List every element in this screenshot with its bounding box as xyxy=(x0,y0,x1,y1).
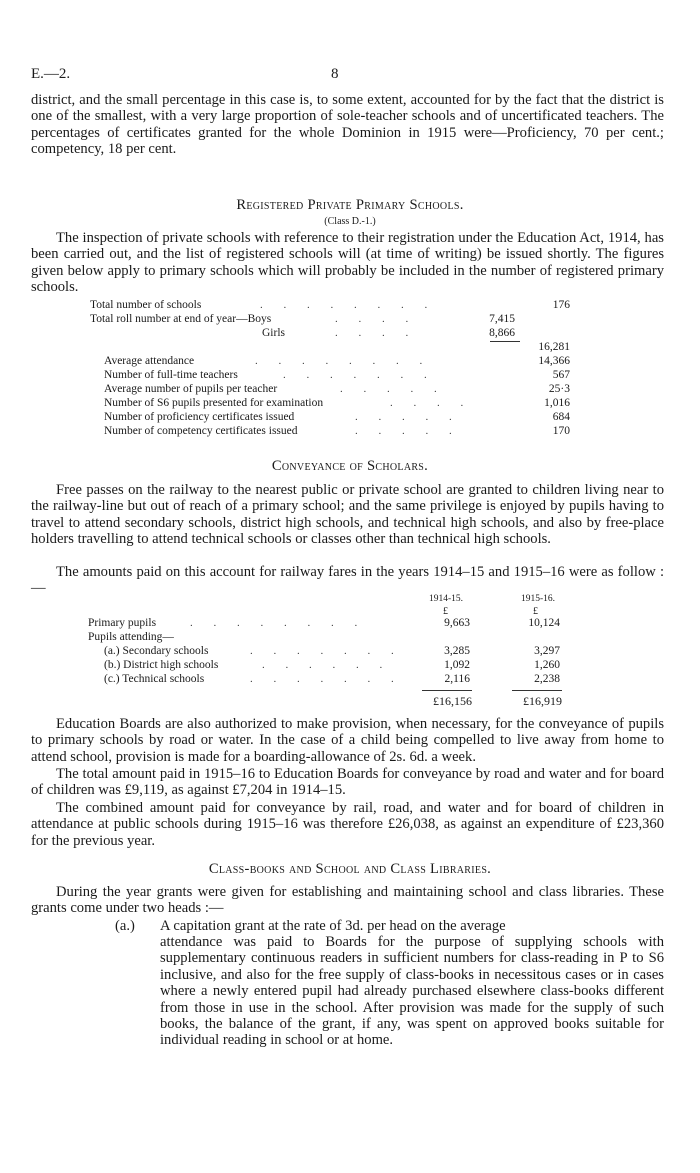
table-row-label: Pupils attending— xyxy=(88,631,174,643)
leader-dots: . . . . . . . . xyxy=(255,355,432,367)
libraries-paragraph: During the year grants were given for establishing and maintaining school and class libraries. These grants come under two heads :— xyxy=(31,884,664,917)
intro-paragraph: district, and the small percentage in this case is, to some extent, accounted for by the fact that the district is one of the smallest, with a very large proportion of sole-teacher schools and of uncertificated teachers. The percentages of certificates granted for the whole Dominion in 1915 were—Proficiency, 70 per cent.; competency, 18 per cent. xyxy=(31,92,664,158)
table-cell: 1,092 xyxy=(444,659,470,671)
leader-dots: . . . . . xyxy=(355,411,461,423)
stat-label: Number of S6 pupils presented for examination xyxy=(104,397,324,409)
table-cell: 10,124 xyxy=(528,617,560,629)
leader-dots: . . . . . . . xyxy=(283,369,436,381)
table-row-label: (b.) District high schools xyxy=(104,659,219,671)
table-cell: 3,297 xyxy=(534,645,560,657)
stat-label: Number of competency certificates issued xyxy=(104,425,298,437)
leader-dots: . . . . xyxy=(335,313,418,325)
table-row-label: (c.) Technical schools xyxy=(104,673,205,685)
leader-dots: . . . . . . . xyxy=(250,645,403,657)
conveyance-paragraph-4: The total amount paid in 1915–16 to Education Boards for conveyance by road and water and for board of children was £9,119, as against £7,204 in 1914–15. xyxy=(31,766,664,799)
stat-value: 684 xyxy=(552,411,570,423)
conveyance-paragraph-5: The combined amount paid for conveyance by rail, road, and water and for board of children in attendance at public schools during 1915–16 was therefore £26,038, as against an expenditure of £23,360 for the previous year. xyxy=(31,800,664,849)
leader-dots: . . . . . . . . xyxy=(190,617,367,629)
stat-value: 176 xyxy=(552,299,570,311)
stat-label: Number of full-time teachers xyxy=(104,369,238,381)
stat-label: Average attendance xyxy=(104,355,195,367)
table-row-label: (a.) Secondary schools xyxy=(104,645,209,657)
stat-value: 1,016 xyxy=(544,397,570,409)
list-item-label: (a.) xyxy=(115,918,135,934)
conveyance-paragraph-1: Free passes on the railway to the nearest public or private school are granted to children living near to the railway-line but out of reach of a primary school; and the same privilege is enjoyed by pupils having to travel to attend secondary schools, district high schools, and technical high schools, and also by free-place holders travelling to attend technical schools or classes other than technical high schools. xyxy=(31,482,664,548)
total-rule xyxy=(512,690,562,691)
table-cell: 2,238 xyxy=(534,673,560,685)
stat-value: 25·3 xyxy=(548,383,570,395)
page-number: 8 xyxy=(331,66,339,82)
table-cell: 9,663 xyxy=(444,617,470,629)
conveyance-paragraph-3: Education Boards are also authorized to make provision, when necessary, for the conveyance of pupils to primary schools by road or water. In the case of a child being compelled to live away from home to attend school, provision is made for a boarding-allowance of 2s. 6d. a week. xyxy=(31,716,664,765)
stat-value: 16,281 xyxy=(538,341,570,353)
stat-value: 170 xyxy=(552,425,570,437)
currency-symbol: £ xyxy=(533,606,538,617)
document-code: E.—2. xyxy=(31,66,71,82)
leader-dots: . . . . . . . xyxy=(250,673,403,685)
conveyance-paragraph-2: The amounts paid on this account for railway fares in the years 1914–15 and 1915–16 were as follow :— xyxy=(31,564,664,597)
total-rule xyxy=(422,690,472,691)
column-header-1914: 1914-15. xyxy=(428,594,463,604)
stat-value: 14,366 xyxy=(538,355,570,367)
stat-label: Number of proficiency certificates issued xyxy=(104,411,295,423)
table-row-label: Primary pupils xyxy=(88,617,157,629)
stat-label: Total number of schools xyxy=(90,299,202,311)
leader-dots: . . . . . . xyxy=(262,659,392,671)
stat-label: Girls xyxy=(262,327,285,339)
list-item-first-line: A capitation grant at the rate of 3d. per head on the average xyxy=(160,918,506,934)
private-schools-subheading: (Class D.-1.) xyxy=(324,216,376,227)
libraries-heading: Class-books and School and Class Libraries. xyxy=(208,861,492,877)
stat-label: Total roll number at end of year—Boys xyxy=(90,313,272,325)
total-1915: £16,919 xyxy=(523,694,562,708)
leader-dots: . . . . . . . . xyxy=(260,299,437,311)
leader-dots: . . . . . xyxy=(355,425,461,437)
list-item-body: attendance was paid to Boards for the purpose of supplying schools with supplementary continuous readers in sufficient numbers for class-reading in P to S6 inclusive, and also for the free supply of class-books in necessitous cases or in cases where a newly entered pupil had already purchased elsewhere class-books different from those in use in the school. After provision was made for the supply of such books, the balance of the grant, if any, was spent on approved books suitable for individual reading in school or at home. xyxy=(160,934,664,1049)
private-schools-paragraph: The inspection of private schools with reference to their registration under the Education Act, 1914, has been carried out, and the list of registered schools will (at time of writing) be issued shortly. The figures given below apply to primary schools which will probably be included in the number of registered primary schools. xyxy=(31,230,664,296)
stat-label: Average number of pupils per teacher xyxy=(104,383,278,395)
currency-symbol: £ xyxy=(443,606,448,617)
leader-dots: . . . . xyxy=(390,397,473,409)
sum-rule xyxy=(490,341,520,342)
leader-dots: . . . . xyxy=(335,327,418,339)
stat-value: 567 xyxy=(552,369,570,381)
private-schools-heading: Registered Private Primary Schools. xyxy=(236,197,464,213)
stat-subvalue: 7,415 xyxy=(489,313,515,325)
conveyance-heading: Conveyance of Scholars. xyxy=(271,458,429,474)
table-cell: 1,260 xyxy=(534,659,560,671)
stat-subvalue: 8,866 xyxy=(489,327,515,339)
table-cell: 2,116 xyxy=(444,673,470,685)
column-header-1915: 1915-16. xyxy=(520,594,555,604)
leader-dots: . . . . . xyxy=(340,383,446,395)
total-1914: £16,156 xyxy=(433,694,472,708)
table-cell: 3,285 xyxy=(444,645,470,657)
